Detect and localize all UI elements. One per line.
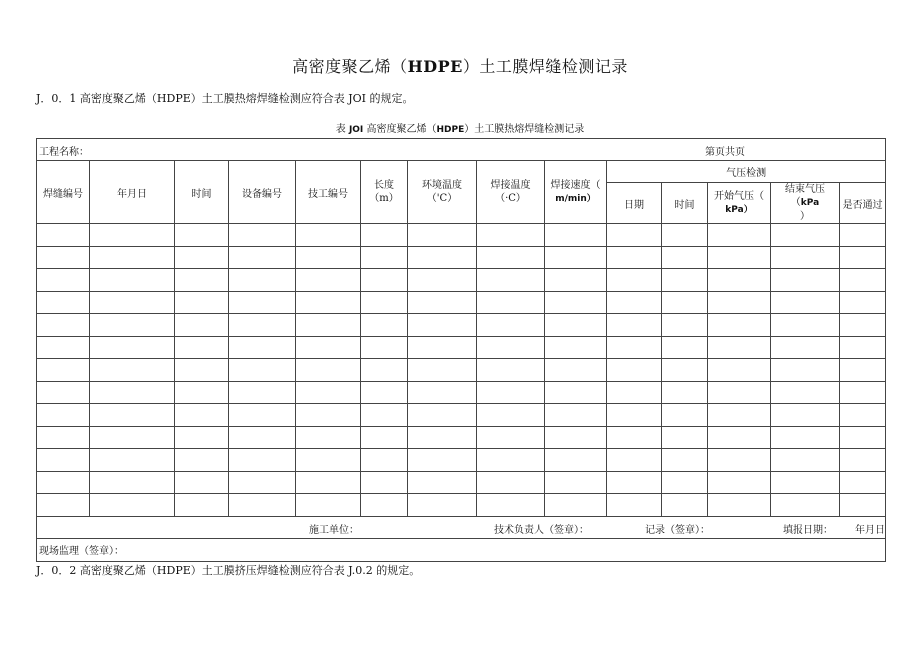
table-row: [37, 336, 886, 359]
table-cell[interactable]: [840, 494, 886, 517]
table-cell[interactable]: [708, 291, 771, 314]
table-cell[interactable]: [477, 494, 545, 517]
header-pressure-group: 气压检测: [607, 161, 886, 183]
table-cell[interactable]: [229, 449, 296, 472]
table-cell[interactable]: [229, 359, 296, 382]
table-cell[interactable]: [175, 494, 229, 517]
table-cell[interactable]: [840, 381, 886, 404]
table-cell[interactable]: [708, 494, 771, 517]
table-row: [37, 471, 886, 494]
table-cell[interactable]: [90, 336, 175, 359]
table-cell[interactable]: [90, 426, 175, 449]
table-cell[interactable]: [408, 314, 477, 337]
table-cell[interactable]: [90, 494, 175, 517]
title-suffix: ）土工膜焊缝检测记录: [462, 57, 628, 76]
table-cell[interactable]: [771, 471, 840, 494]
table-cell[interactable]: [37, 471, 90, 494]
tech-lead-label: 技术负责人（签章）：: [494, 524, 589, 536]
table-cell[interactable]: [408, 224, 477, 247]
table-cell[interactable]: [708, 449, 771, 472]
table-cell[interactable]: [296, 381, 361, 404]
caption-middle: 高密度聚乙烯（: [363, 124, 437, 135]
table-cell[interactable]: [708, 426, 771, 449]
table-cell[interactable]: [175, 291, 229, 314]
site-supervisor-cell[interactable]: 现场监理（签章）：: [37, 538, 886, 561]
header-equipment-no: 设备编号: [229, 161, 296, 224]
table-cell[interactable]: [296, 224, 361, 247]
project-row: [37, 139, 886, 161]
table-cell[interactable]: [408, 291, 477, 314]
table-cell[interactable]: [477, 359, 545, 382]
header-pressure-time: 时间: [662, 183, 708, 224]
table-cell[interactable]: [607, 336, 662, 359]
table-cell[interactable]: [477, 471, 545, 494]
supervisor-row: [37, 538, 886, 561]
table-cell[interactable]: [708, 381, 771, 404]
table-cell[interactable]: [607, 404, 662, 427]
start-pressure-unit: kPa）: [725, 204, 753, 215]
table-cell[interactable]: [607, 359, 662, 382]
table-cell[interactable]: [296, 404, 361, 427]
table-cell[interactable]: [90, 314, 175, 337]
table-row: [37, 224, 886, 247]
table-cell[interactable]: [296, 449, 361, 472]
header-row-1: [37, 161, 886, 183]
table-cell[interactable]: [840, 336, 886, 359]
clause-j02: J．0．2 高密度聚乙烯（HDPE）土工膜挤压焊缝检测应符合表 J.0.2 的规定。: [36, 564, 421, 577]
table-cell[interactable]: [408, 426, 477, 449]
header-weld-temp: 焊接温度（·C）: [477, 161, 545, 224]
table-caption: [0, 120, 920, 135]
table-cell[interactable]: [477, 404, 545, 427]
table-cell[interactable]: [361, 471, 408, 494]
table-cell[interactable]: [545, 449, 607, 472]
table-cell[interactable]: [477, 269, 545, 292]
title-prefix: 高密度聚乙烯（: [292, 57, 408, 76]
table-cell[interactable]: [175, 426, 229, 449]
table-cell[interactable]: [175, 269, 229, 292]
table-cell[interactable]: [296, 291, 361, 314]
header-pressure-date: 日期: [607, 183, 662, 224]
table-cell[interactable]: [708, 404, 771, 427]
table-cell[interactable]: [545, 314, 607, 337]
table-cell[interactable]: [361, 246, 408, 269]
table-cell[interactable]: [296, 246, 361, 269]
table-cell[interactable]: [708, 224, 771, 247]
table-cell[interactable]: [771, 224, 840, 247]
weld-speed-text: 焊接速度（: [550, 179, 601, 191]
header-passed: 是否通过: [840, 183, 886, 224]
table-cell[interactable]: [477, 426, 545, 449]
table-row: [37, 291, 886, 314]
table-cell[interactable]: [90, 359, 175, 382]
table-cell[interactable]: [229, 404, 296, 427]
table-cell[interactable]: [840, 246, 886, 269]
table-cell[interactable]: [662, 336, 708, 359]
table-cell[interactable]: [229, 494, 296, 517]
start-pressure-text: 开始气压（: [714, 190, 764, 202]
table-row: [37, 314, 886, 337]
table-cell[interactable]: [361, 494, 408, 517]
table-cell[interactable]: [771, 269, 840, 292]
table-cell[interactable]: [771, 494, 840, 517]
table-cell[interactable]: [662, 449, 708, 472]
table-cell[interactable]: [361, 269, 408, 292]
table-cell[interactable]: [37, 359, 90, 382]
table-cell[interactable]: [840, 359, 886, 382]
table-cell[interactable]: [662, 494, 708, 517]
table-cell[interactable]: [361, 381, 408, 404]
table-cell[interactable]: [840, 404, 886, 427]
table-cell[interactable]: [545, 381, 607, 404]
table-cell[interactable]: [771, 404, 840, 427]
table-cell[interactable]: [90, 246, 175, 269]
project-cell[interactable]: [37, 139, 886, 161]
header-seam-no: 焊缝编号: [37, 161, 90, 224]
table-cell[interactable]: [771, 426, 840, 449]
table-cell[interactable]: [771, 381, 840, 404]
table-cell[interactable]: [545, 494, 607, 517]
table-cell[interactable]: [477, 381, 545, 404]
table-cell[interactable]: [175, 336, 229, 359]
header-worker-no: 技工编号: [296, 161, 361, 224]
table-cell[interactable]: [662, 224, 708, 247]
fill-date-ymd: 年月日: [855, 524, 885, 536]
table-cell[interactable]: [545, 224, 607, 247]
title-bold: HDPE: [407, 57, 463, 76]
table-cell[interactable]: [607, 224, 662, 247]
table-cell[interactable]: [408, 269, 477, 292]
table-cell[interactable]: [408, 404, 477, 427]
table-cell[interactable]: [175, 404, 229, 427]
table-cell[interactable]: [408, 449, 477, 472]
header-date: 年月日: [90, 161, 175, 224]
table-cell[interactable]: [229, 381, 296, 404]
table-row: [37, 269, 886, 292]
header-end-pressure: [771, 183, 840, 224]
table-cell[interactable]: [708, 269, 771, 292]
document-title: [0, 54, 920, 77]
table-cell[interactable]: [175, 449, 229, 472]
header-time: 时间: [175, 161, 229, 224]
table-cell[interactable]: [662, 246, 708, 269]
table-cell[interactable]: [37, 494, 90, 517]
table-cell[interactable]: [408, 471, 477, 494]
construction-unit-label: 施工单位：: [309, 524, 359, 536]
table-cell[interactable]: [37, 336, 90, 359]
end-pressure-unit: kPa: [800, 198, 820, 208]
table-cell[interactable]: [361, 449, 408, 472]
table-cell[interactable]: [90, 224, 175, 247]
table-cell[interactable]: [840, 471, 886, 494]
table-cell[interactable]: [607, 471, 662, 494]
table-cell[interactable]: [545, 336, 607, 359]
table-cell[interactable]: [545, 291, 607, 314]
table-cell[interactable]: [175, 359, 229, 382]
table-cell[interactable]: [37, 381, 90, 404]
caption-suffix: ）土工膜热熔焊缝检测记录: [464, 124, 585, 135]
table-cell[interactable]: [361, 404, 408, 427]
table-cell[interactable]: [90, 471, 175, 494]
table-cell[interactable]: [840, 291, 886, 314]
signature-cell[interactable]: [37, 516, 886, 538]
table-cell[interactable]: [229, 426, 296, 449]
table-cell[interactable]: [361, 314, 408, 337]
table-cell[interactable]: [361, 359, 408, 382]
table-cell[interactable]: [229, 246, 296, 269]
table-cell[interactable]: [408, 381, 477, 404]
table-cell[interactable]: [662, 314, 708, 337]
table-cell[interactable]: [662, 426, 708, 449]
signature-row: [37, 516, 886, 538]
table-cell[interactable]: [229, 471, 296, 494]
table-cell[interactable]: [37, 291, 90, 314]
table-cell[interactable]: [175, 314, 229, 337]
table-cell[interactable]: [771, 246, 840, 269]
table-cell[interactable]: [361, 291, 408, 314]
table-cell[interactable]: [662, 359, 708, 382]
table-cell[interactable]: [175, 246, 229, 269]
table-cell[interactable]: [545, 471, 607, 494]
table-cell[interactable]: [175, 471, 229, 494]
table-cell[interactable]: [771, 359, 840, 382]
table-cell[interactable]: [607, 426, 662, 449]
table-cell[interactable]: [408, 336, 477, 359]
table-cell[interactable]: [229, 336, 296, 359]
project-name-label: 工程名称：: [39, 147, 89, 158]
table-row: [37, 494, 886, 517]
weld-record-table: [36, 138, 886, 562]
table-cell[interactable]: [708, 336, 771, 359]
table-cell[interactable]: [477, 314, 545, 337]
table-cell[interactable]: [408, 359, 477, 382]
table-cell[interactable]: [840, 449, 886, 472]
table-cell[interactable]: [840, 314, 886, 337]
table-cell[interactable]: [662, 381, 708, 404]
table-row: [37, 381, 886, 404]
table-cell[interactable]: [37, 269, 90, 292]
table-cell[interactable]: [90, 291, 175, 314]
table-cell[interactable]: [708, 314, 771, 337]
table-cell[interactable]: [771, 314, 840, 337]
caption-prefix: 表: [335, 124, 349, 135]
table-cell[interactable]: [296, 426, 361, 449]
table-cell[interactable]: [175, 224, 229, 247]
table-cell[interactable]: [361, 336, 408, 359]
table-cell[interactable]: [607, 246, 662, 269]
table-cell[interactable]: [477, 224, 545, 247]
table-cell[interactable]: [229, 314, 296, 337]
page-count-label: 第页共页: [705, 147, 745, 158]
table-cell[interactable]: [90, 381, 175, 404]
table-cell[interactable]: [296, 494, 361, 517]
table-cell[interactable]: [408, 246, 477, 269]
table-cell[interactable]: [296, 471, 361, 494]
end-pressure-close: ）: [800, 211, 810, 222]
table-row: [37, 246, 886, 269]
table-cell[interactable]: [37, 426, 90, 449]
table-cell[interactable]: [296, 314, 361, 337]
table-cell[interactable]: [90, 449, 175, 472]
table-cell[interactable]: [90, 404, 175, 427]
table-cell[interactable]: [662, 404, 708, 427]
table-cell[interactable]: [708, 246, 771, 269]
table-cell[interactable]: [708, 471, 771, 494]
table-cell[interactable]: [771, 336, 840, 359]
table-cell[interactable]: [545, 246, 607, 269]
table-cell[interactable]: [607, 269, 662, 292]
recorder-label: 记录（签章）：: [645, 524, 710, 536]
clause-j01: J．0．1 高密度聚乙烯（HDPE）土工膜热熔焊缝检测应符合表 JOI 的规定。: [36, 92, 414, 105]
table-row: [37, 449, 886, 472]
header-start-pressure: [708, 183, 771, 224]
table-cell[interactable]: [771, 291, 840, 314]
table-cell[interactable]: [361, 426, 408, 449]
table-cell[interactable]: [477, 449, 545, 472]
table-cell[interactable]: [175, 381, 229, 404]
weld-speed-unit: m/min）: [555, 193, 596, 204]
fill-date-label: 填报日期：: [783, 524, 833, 536]
table-cell[interactable]: [607, 291, 662, 314]
table-cell[interactable]: [229, 224, 296, 247]
table-cell[interactable]: [37, 314, 90, 337]
table-cell[interactable]: [840, 426, 886, 449]
table-cell[interactable]: [90, 269, 175, 292]
table-cell[interactable]: [607, 494, 662, 517]
table-cell[interactable]: [545, 426, 607, 449]
table-cell[interactable]: [771, 449, 840, 472]
table-cell[interactable]: [662, 471, 708, 494]
table-cell[interactable]: [545, 359, 607, 382]
table-cell[interactable]: [296, 336, 361, 359]
table-cell[interactable]: [37, 449, 90, 472]
table-cell[interactable]: [662, 269, 708, 292]
table-cell[interactable]: [296, 269, 361, 292]
table-cell[interactable]: [607, 381, 662, 404]
table-cell[interactable]: [37, 404, 90, 427]
table-cell[interactable]: [229, 269, 296, 292]
table-row: [37, 404, 886, 427]
header-ambient-temp: 环境温度（'C）: [408, 161, 477, 224]
caption-code: JOI: [348, 125, 364, 135]
table-cell[interactable]: [477, 246, 545, 269]
table-cell[interactable]: [408, 494, 477, 517]
table-cell[interactable]: [545, 404, 607, 427]
table-cell[interactable]: [840, 269, 886, 292]
end-pressure-text: 结束气压（: [785, 184, 825, 208]
table-cell[interactable]: [545, 269, 607, 292]
table-cell[interactable]: [229, 291, 296, 314]
table-cell[interactable]: [361, 224, 408, 247]
table-cell[interactable]: [607, 449, 662, 472]
table-cell[interactable]: [296, 359, 361, 382]
caption-bold: HDPE: [436, 125, 465, 135]
table-cell[interactable]: [477, 336, 545, 359]
table-cell[interactable]: [37, 246, 90, 269]
header-length: 长度（m）: [361, 161, 408, 224]
table-row: [37, 426, 886, 449]
table-cell[interactable]: [662, 291, 708, 314]
table-cell[interactable]: [477, 291, 545, 314]
table-row: [37, 359, 886, 382]
table-cell[interactable]: [607, 314, 662, 337]
table-cell[interactable]: [840, 224, 886, 247]
table-cell[interactable]: [37, 224, 90, 247]
header-weld-speed: [545, 161, 607, 224]
table-cell[interactable]: [708, 359, 771, 382]
